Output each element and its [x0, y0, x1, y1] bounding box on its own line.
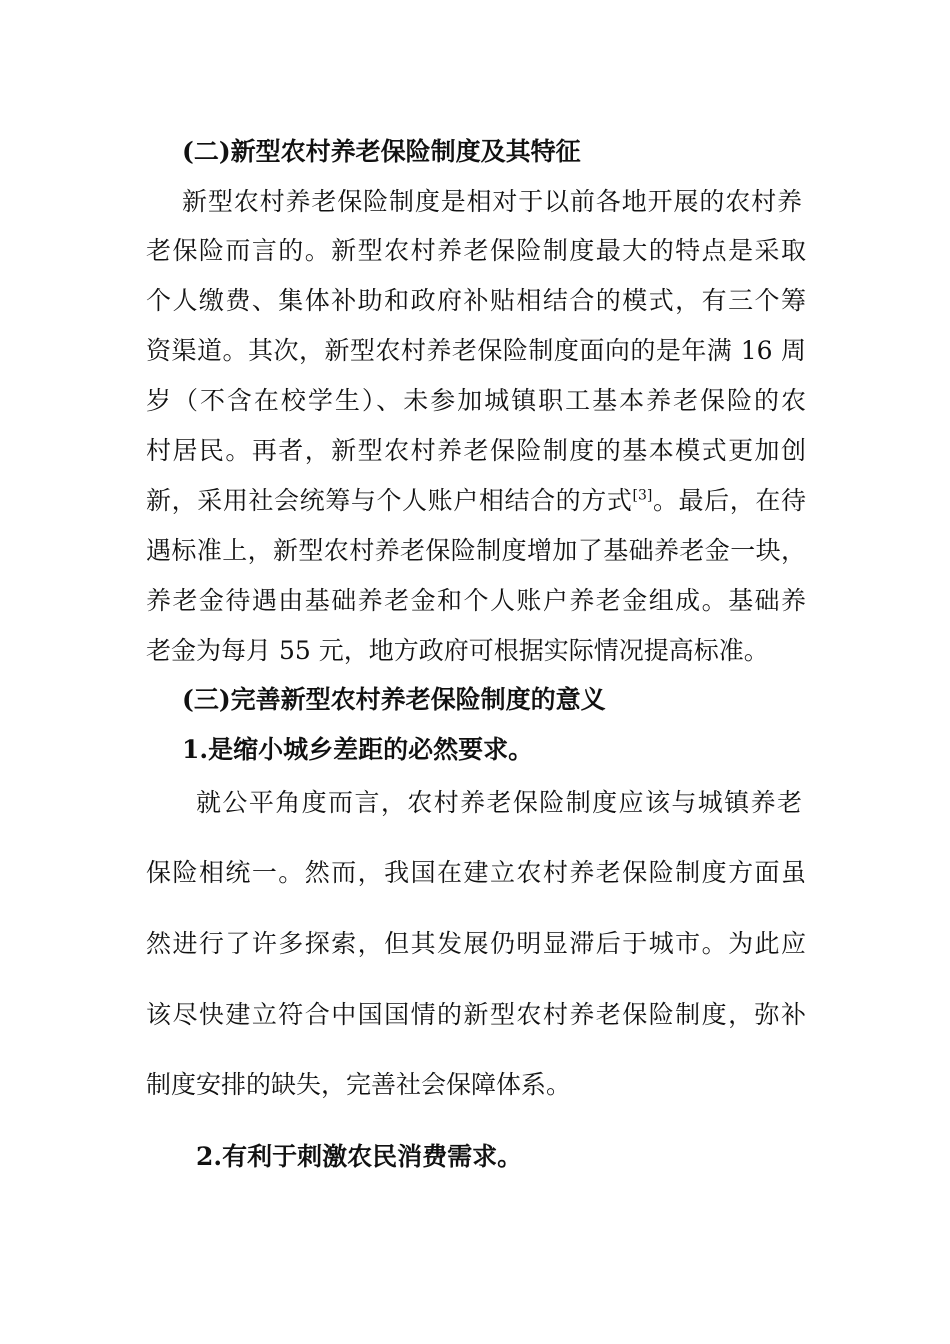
- paragraph-line: 保险相统一。然而，我国在建立农村养老保险制度方面虽: [146, 858, 806, 887]
- paragraph-line: 该尽快建立符合中国国情的新型农村养老保险制度，弥补: [146, 1000, 806, 1029]
- paragraph-line: 然进行了许多探索，但其发展仍明显滞后于城市。为此应: [146, 929, 806, 958]
- paragraph-line: 岁（不含在校学生）、未参加城镇职工基本养老保险的农: [146, 386, 806, 415]
- paragraph-line: 遇标准上，新型农村养老保险制度增加了基础养老金一块，: [146, 536, 806, 565]
- paragraph-line: 资渠道。其次，新型农村养老保险制度面向的是年满 16 周: [146, 336, 806, 365]
- paragraph-line: 老金为每月 55 元，地方政府可根据实际情况提高标准。: [146, 636, 769, 665]
- paragraph-line-with-citation: [146, 485, 806, 517]
- subheading-point-2: 2.有利于刺激农民消费需求。: [196, 1142, 523, 1171]
- section-heading-2: (二)新型农村养老保险制度及其特征: [182, 137, 581, 166]
- paragraph-line: 新型农村养老保险制度是相对于以前各地开展的农村养: [182, 187, 802, 216]
- paragraph-line: 村居民。再者，新型农村养老保险制度的基本模式更加创: [146, 436, 806, 465]
- citation-line-before: 新，采用社会统筹与个人账户相结合的方式: [146, 486, 633, 515]
- citation-line-after: 。最后，在待: [652, 486, 806, 515]
- paragraph-line: 个人缴费、集体补助和政府补贴相结合的模式，有三个筹: [146, 286, 806, 315]
- paragraph-line: 制度安排的缺失，完善社会保障体系。: [146, 1070, 572, 1099]
- subheading-point-1: 1.是缩小城乡差距的必然要求。: [182, 735, 534, 764]
- citation-ref: [3]: [632, 487, 653, 504]
- paragraph-line: 就公平角度而言，农村养老保险制度应该与城镇养老: [196, 788, 802, 817]
- section-heading-3: (三)完善新型农村养老保险制度的意义: [182, 685, 606, 714]
- paragraph-line: 老保险而言的。新型农村养老保险制度最大的特点是采取: [146, 236, 806, 265]
- paragraph-line: 养老金待遇由基础养老金和个人账户养老金组成。基础养: [146, 586, 806, 615]
